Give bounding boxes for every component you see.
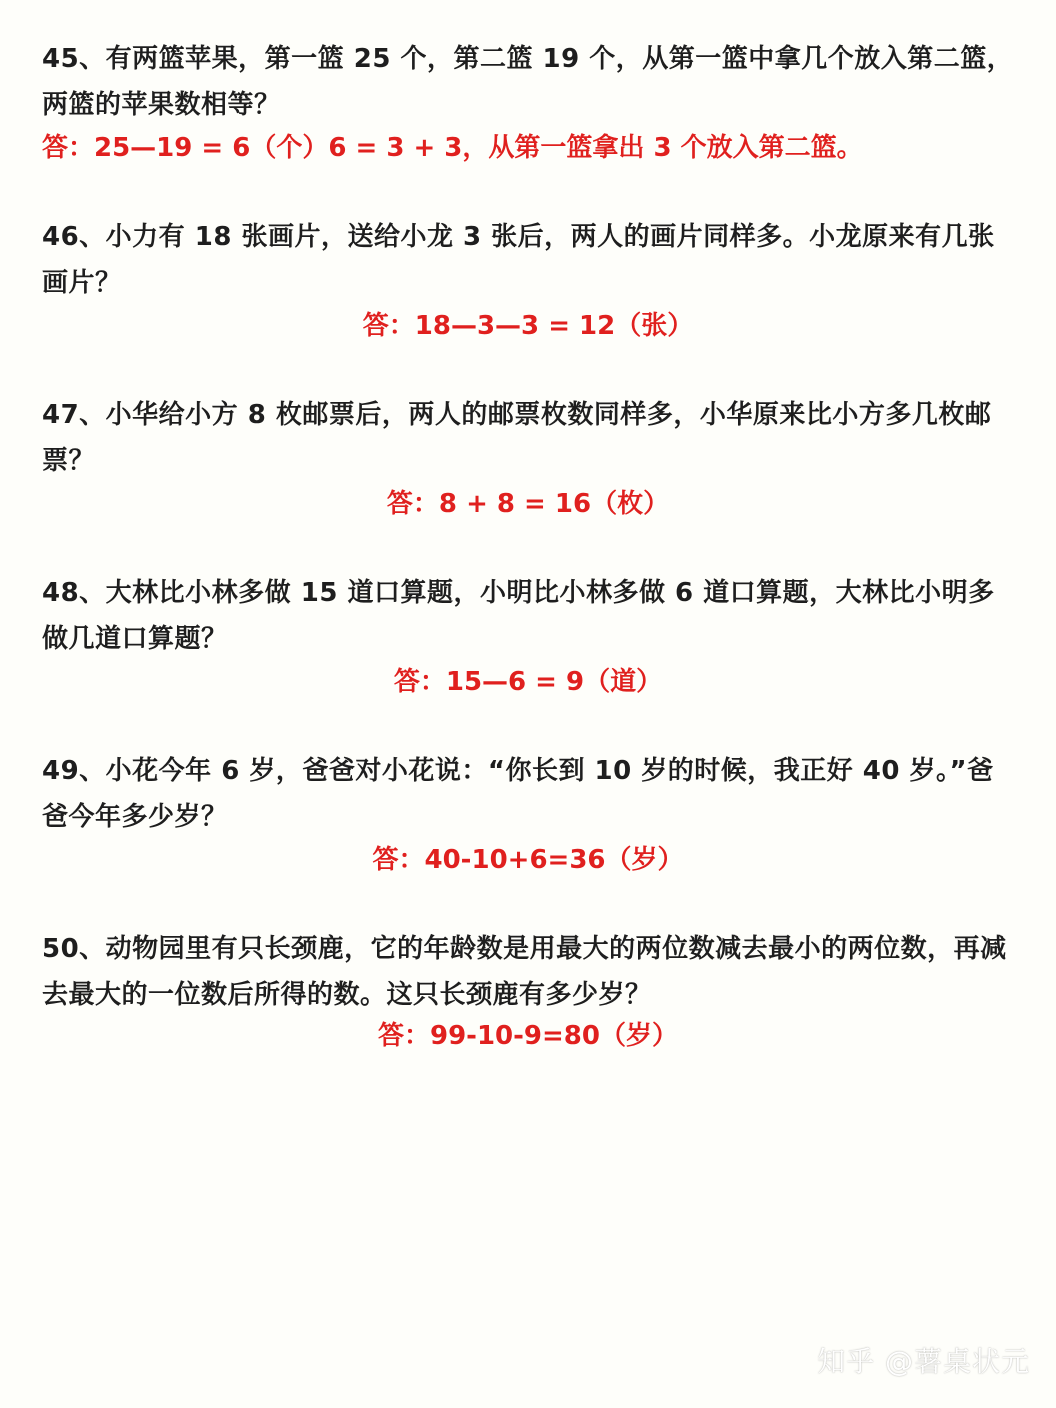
problem-48-answer: 答：15—6 = 9（道） xyxy=(393,667,663,697)
problem-50-question: 50、动物园里有只长颈鹿，它的年龄数是用最大的两位数减去最小的两位数，再减去最大的一位数后所得的数。这只长颈鹿有多少岁？ xyxy=(42,934,1007,1010)
problem-46-answer: 答：18—3—3 = 12（张） xyxy=(362,311,694,341)
problem-49-question: 49、小花今年 6 岁，爸爸对小花说：“你长到 10 岁的时候，我正好 40 岁。”爸爸今年多少岁？ xyxy=(42,756,994,832)
problem-45-question: 45、有两篮苹果，第一篮 25 个，第二篮 19 个，从第一篮中拿几个放入第二篮，两篮的苹果数相等？ xyxy=(42,44,1014,120)
problem-47-answer: 答：8 + 8 = 16（枚） xyxy=(386,489,670,519)
problem-45-answer: 答：25—19 = 6（个）6 = 3 + 3，从第一篮拿出 3 个放入第二篮。 xyxy=(42,133,863,163)
problem-50-answer: 答：99-10-9=80（岁） xyxy=(377,1021,678,1051)
problem-46-question: 46、小力有 18 张画片，送给小龙 3 张后，两人的画片同样多。小龙原来有几张画片？ xyxy=(42,222,995,298)
watermark-text: 知乎 @薯桌状元 xyxy=(817,1345,1030,1378)
problem-47-question: 47、小华给小方 8 枚邮票后，两人的邮票枚数同样多，小华原来比小方多几枚邮票？ xyxy=(42,400,992,476)
problem-48-question: 48、大林比小林多做 15 道口算题，小明比小林多做 6 道口算题，大林比小明多做几道口算题？ xyxy=(42,578,995,654)
problem-49-answer: 答：40-10+6=36（岁） xyxy=(372,845,684,875)
